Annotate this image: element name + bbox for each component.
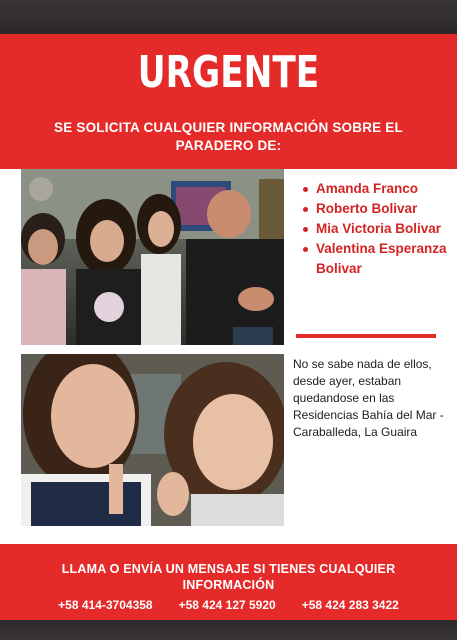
phone-number: +58 424 283 3422 <box>301 598 399 612</box>
name-item: Roberto Bolivar <box>300 199 450 219</box>
situation-description: No se sabe nada de ellos, desde ayer, estaban quedandose en las Residencias Bahía del Mar - Caraballeda, La Guaira <box>293 357 444 439</box>
missing-persons-poster <box>0 34 457 620</box>
phone-number: +58 414-3704358 <box>58 598 153 612</box>
poster-footer <box>0 544 457 620</box>
group-photo-illustration <box>21 169 284 345</box>
bottom-blur-bar <box>0 620 457 640</box>
name-item: Amanda Franco <box>300 179 450 199</box>
poster-header <box>0 34 457 169</box>
top-blur-bar <box>0 0 457 34</box>
group-photo <box>21 169 284 345</box>
poster-title: URGENTE <box>137 47 320 98</box>
name-item: Mia Victoria Bolivar <box>300 219 450 239</box>
girls-selfie-photo <box>21 354 284 526</box>
name-item: Valentina Esperanza Bolivar <box>300 239 450 279</box>
phone-numbers <box>0 598 457 612</box>
contact-message: LLAMA O ENVÍA UN MENSAJE SI TIENES CUALQUIER INFORMACIÓN <box>61 562 396 592</box>
poster-subtitle: SE SOLICITA CUALQUIER INFORMACIÓN SOBRE EL PARADERO DE: <box>54 120 403 153</box>
red-divider <box>296 334 436 338</box>
selfie-photo-illustration <box>21 354 284 526</box>
phone-number: +58 424 127 5920 <box>178 598 276 612</box>
missing-names-list <box>300 179 450 279</box>
